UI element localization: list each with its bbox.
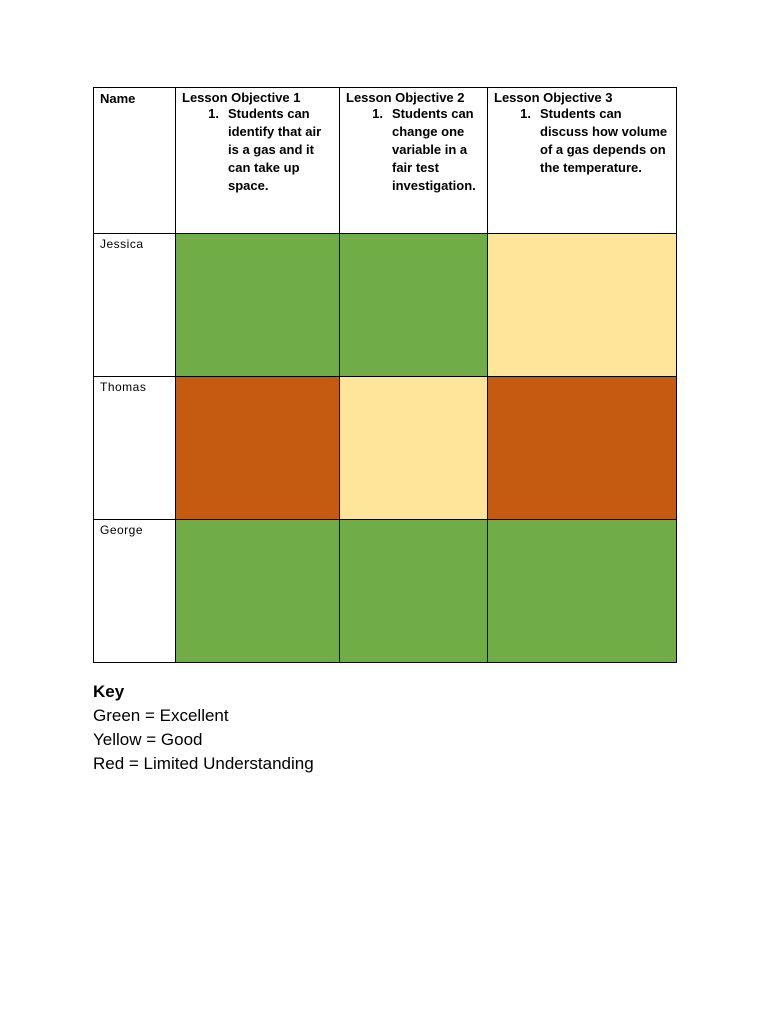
objective-header-1: [176, 88, 340, 234]
objective-number: 1.: [372, 106, 383, 121]
rating-cell: [340, 234, 488, 377]
objective-title: Lesson Objective 1: [182, 90, 301, 105]
objective-title: Lesson Objective 3: [494, 90, 613, 105]
student-name: George: [100, 523, 144, 537]
rating-cell: [176, 377, 340, 520]
student-name: Jessica: [100, 237, 144, 251]
rating-cell: [488, 520, 677, 663]
student-row: [94, 377, 677, 520]
key-title: Key: [93, 682, 125, 701]
objective-header-3: [488, 88, 677, 234]
rating-cell: [488, 377, 677, 520]
rating-cell: [340, 377, 488, 520]
header-row: [94, 88, 677, 234]
student-name-cell: [94, 234, 176, 377]
name-header: Name: [94, 88, 176, 234]
student-name-cell: [94, 377, 176, 520]
key-item-yellow: Yellow = Good: [93, 730, 203, 749]
key-item-green: Green = Excellent: [93, 706, 229, 725]
student-row: [94, 234, 677, 377]
objective-item: [488, 105, 676, 177]
assessment-grid: [93, 87, 677, 663]
student-name: Thomas: [100, 380, 147, 394]
objective-item: [340, 105, 487, 195]
objective-number: 1.: [520, 106, 531, 121]
objective-title: Lesson Objective 2: [346, 90, 465, 105]
objective-text: Students can discuss how volume of a gas depends on the temperature.: [540, 106, 668, 175]
rating-cell: [488, 234, 677, 377]
rating-cell: [176, 234, 340, 377]
rating-cell: [340, 520, 488, 663]
rating-cell: [176, 520, 340, 663]
objective-number: 1.: [208, 106, 219, 121]
objective-text: Students can identify that air is a gas and it can take up space.: [228, 106, 322, 193]
student-row: [94, 520, 677, 663]
color-key: [93, 680, 314, 776]
student-name-cell: [94, 520, 176, 663]
objective-item: [176, 105, 339, 195]
objective-text: Students can change one variable in a fair test investigation.: [392, 106, 476, 193]
objective-header-2: [340, 88, 488, 234]
key-item-red: Red = Limited Understanding: [93, 754, 314, 773]
